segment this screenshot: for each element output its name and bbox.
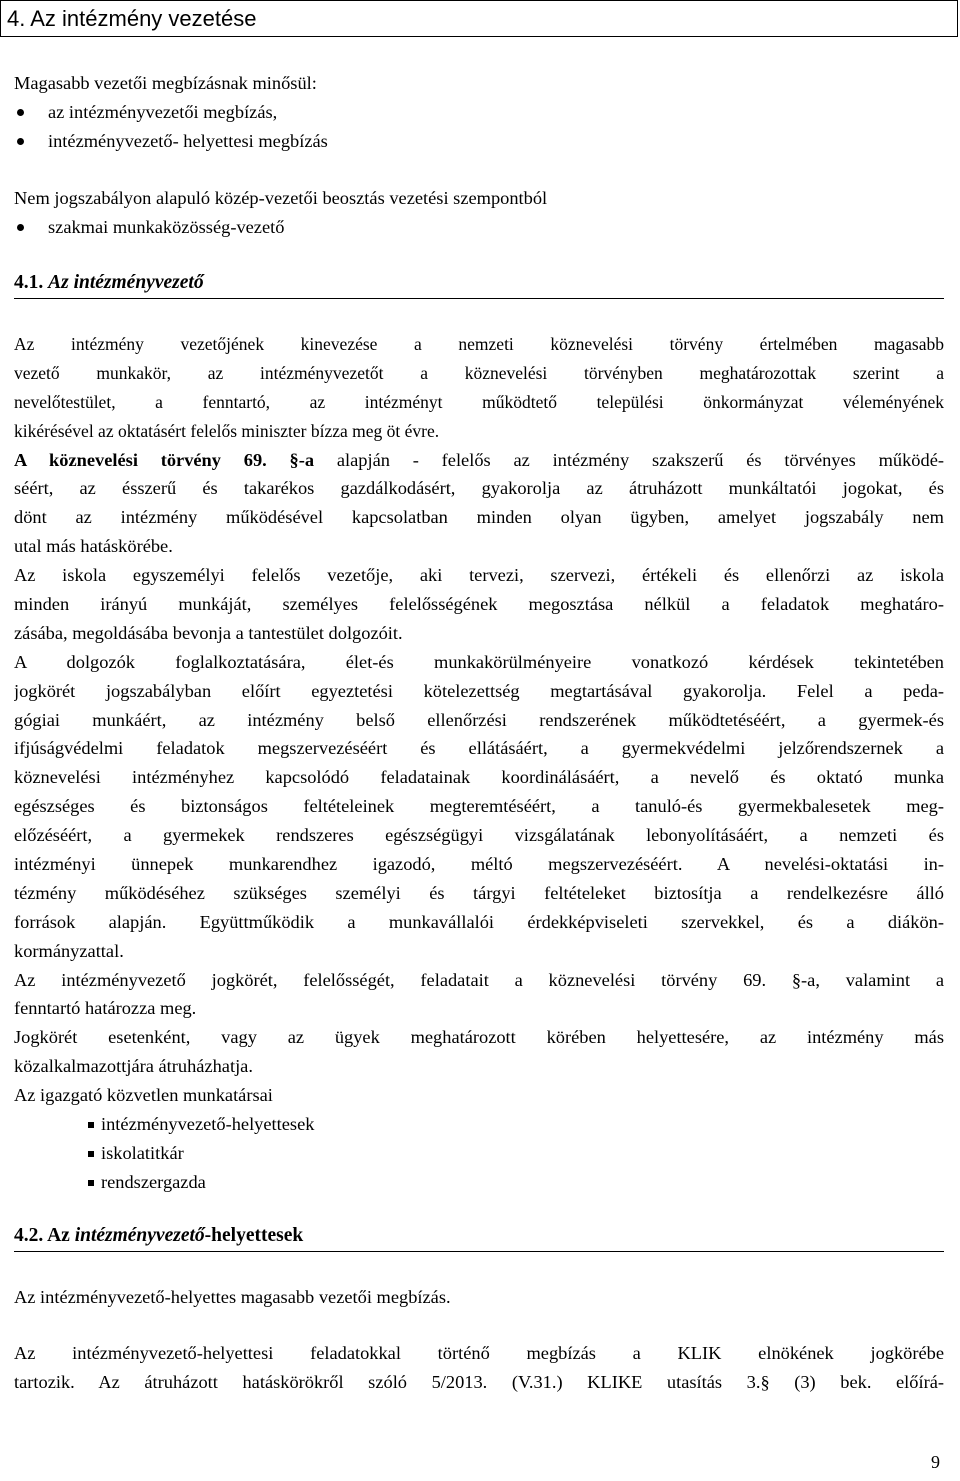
section-title: Az intézményvezető — [48, 272, 204, 293]
section-heading-4-1 — [14, 269, 944, 299]
section-body-4-2-p2 — [14, 1339, 944, 1397]
paragraph-line: jogkörét jogszabályban előírt egyeztetési kötelezettség megtartásával gyakorolja. Felel a peda- — [14, 680, 944, 701]
square-bullet-icon — [88, 1151, 94, 1157]
paragraph-line: nevelőtestület, a fenntartó, az intézményt működtető települési önkormányzat véleményének — [14, 391, 944, 412]
paragraph-line: Jogkörét esetenként, vagy az ügyek meghatározott körében helyettesére, az intézmény más — [14, 1027, 944, 1048]
section-body-4-2 — [14, 1283, 944, 1312]
section-title-italic: intézményvezető — [74, 1225, 205, 1246]
paragraph-line: Az intézményvezető jogkörét, felelősségét, feladatait a köznevelési törvény 69. §-a, valamint a — [14, 969, 944, 990]
chapter-title: 4. Az intézmény vezetése — [7, 6, 257, 31]
paragraph-line: A köznevelési törvény 69. §-a alapján - felelős az intézmény szakszerű és törvényes működé- — [14, 449, 944, 470]
paragraph-line: Az intézmény vezetőjének kinevezése a nemzeti köznevelési törvény értelmében magasabb — [14, 334, 944, 354]
list-item: szakmai munkaközösség-vezető — [14, 213, 944, 242]
intro-line: Nem jogszabályon alapuló közép-vezetői beosztás vezetési szempontból — [14, 188, 548, 208]
paragraph-line: közalkalmazottjára átruházhatja. — [14, 1056, 253, 1077]
intro-block — [14, 69, 944, 156]
paragraph-line: utal más hatáskörébe. — [14, 536, 173, 557]
paragraph-line: gógiai munkáért, az intézmény belső ellenőrzési rendszerének működtetéséért, a gyermek-és — [14, 709, 944, 730]
section-number: 4.1. — [14, 272, 44, 293]
paragraph-line: Az intézményvezető-helyettes magasabb vezetői megbízás. — [14, 1287, 451, 1307]
paragraph-line: Az igazgató közvetlen munkatársai — [14, 1085, 273, 1106]
paragraph-line: A dolgozók foglalkoztatására, élet-és munkakörülményeire vonatkozó kérdések tekintetében — [14, 651, 944, 672]
bullet-icon — [17, 224, 24, 231]
law-reference: A köznevelési törvény 69. — [14, 449, 267, 470]
bullet-icon — [17, 138, 24, 145]
section-number: 4.2. — [14, 1225, 44, 1246]
paragraph-line: vezető munkakör, az intézményvezetőt a köznevelési törvényben meghatározottak szerint a — [14, 362, 944, 383]
paragraph-line: ifjúságvédelmi feladatok megszervezéséért és ellátásáért, a gyermekvédelmi jelzőrendszernek a — [14, 738, 944, 759]
list-item: iskolatitkár — [14, 1139, 944, 1168]
paragraph-line: források alapján. Együttműködik a munkavállalói érdekképviseleti szervekkel, és a diákön- — [14, 911, 944, 932]
section-body-4-1 — [14, 330, 944, 1197]
bullet-icon — [17, 109, 24, 116]
paragraph-line: séért, az ésszerű és takarékos gazdálkodásért, gyakorolja az átruházott munkáltatói jogokat, és — [14, 478, 944, 499]
list-item: intézményvezető-helyettesek — [14, 1110, 944, 1139]
paragraph-line: egészséges és biztonságos feltételeinek megteremtéséért, a tanuló-és gyermekbalesetek meg- — [14, 796, 944, 817]
paragraph-line: kormányzattal. — [14, 940, 124, 961]
paragraph-sign: §-a — [289, 449, 315, 470]
paragraph-line: előzéséért, a gyermekek rendszeres egészségügyi vizsgálatának lebonyolításáért, a nemzeti és — [14, 825, 944, 846]
paragraph-line: kikérésével az oktatásért felelős miniszter bízza meg öt évre. — [14, 420, 440, 441]
paragraph-line: tézmény működéséhez szükséges személyi és tárgyi feltételeket biztosítja a rendelkezésre álló — [14, 882, 944, 903]
paragraph-line: minden irányú munkáját, személyes felelősségének megosztása nélkül a feladatok meghatáro- — [14, 594, 944, 615]
paragraph-line: fenntartó határozza meg. — [14, 998, 197, 1019]
square-bullet-icon — [88, 1180, 94, 1186]
paragraph-line: tartozik. Az átruházott hatáskörökről szóló 5/2013. (V.31.) KLIKE utasítás 3.§ (3) bek. előírá- — [14, 1371, 944, 1392]
paragraph-line: Az iskola egyszemélyi felelős vezetője, aki tervezi, szervezi, értékeli és ellenőrzi az iskola — [14, 565, 944, 586]
chapter-heading-box — [0, 0, 958, 37]
paragraph-line: zásába, megoldásába bevonja a tantestület dolgozóit. — [14, 622, 403, 643]
list-item: rendszergazda — [14, 1168, 944, 1197]
list-item: az intézményvezetői megbízás, — [14, 98, 944, 127]
intro-line: Magasabb vezetői megbízásnak minősül: — [14, 73, 317, 93]
section-heading-4-2: 4.2. Az intézményvezető-helyettesek — [14, 1222, 944, 1252]
paragraph-line: dönt az intézmény működésével kapcsolatban minden olyan ügyben, amelyet jogszabály nem — [14, 507, 944, 528]
paragraph-line: intézményi ünnepek munkarendhez igazodó, méltó megszervezéséért. A nevelési-oktatási in- — [14, 854, 944, 875]
heading-underline — [14, 298, 944, 299]
square-bullet-icon — [88, 1122, 94, 1128]
heading-underline — [14, 1251, 944, 1252]
page-number: 9 — [931, 1452, 940, 1472]
list-item: intézményvezető- helyettesi megbízás — [14, 127, 944, 156]
paragraph-line: köznevelési intézményhez kapcsolódó feladatainak koordinálásáért, a nevelő és oktató munka — [14, 767, 944, 788]
paragraph-line: Az intézményvezető-helyettesi feladatokkal történő megbízás a KLIK elnökének jogkörébe — [14, 1343, 944, 1363]
intro-block-2 — [14, 184, 944, 242]
